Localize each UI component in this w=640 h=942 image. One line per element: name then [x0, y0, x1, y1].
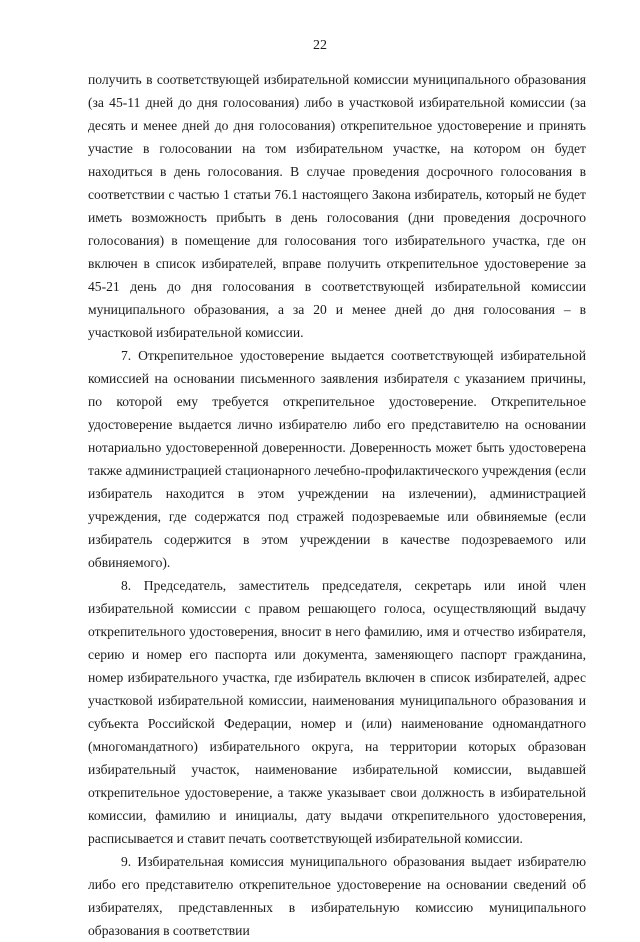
paragraph-continuation: получить в соответствующей избирательной комиссии муниципального образования (за 45-11 дней до дня голосования) либо в участковой избирательной комиссии (за десять и менее дней до дня голосования) открепительное удостоверение и принять участие в голосовании на том избирательном участке, на котором он будет находиться в день голосования. В случае проведения досрочного голосования в соответствии с частью 1 статьи 76.1 настоящего Закона избиратель, который не будет иметь возможность прибыть в день голосования (дни проведения досрочного голосования) в помещение для голосования того избирательного участка, где он включен в список избирателей, вправе получить открепительное удостоверение за 45-21 день до дня голосования в соответствующей избирательной комиссии муниципального образования, а за 20 и менее дней до дня голосования – в участковой избирательной комиссии.	[88, 72, 586, 340]
document-body	[88, 68, 586, 942]
page-number: 22	[313, 38, 327, 53]
paragraph-item-9: 9. Избирательная комиссия муниципального образования выдает избирателю либо его представителю открепительное удостоверение на основании сведений об избирателях, представленных в избирательную комиссию муниципального образования в соответствии	[88, 854, 586, 938]
paragraph-item-7: 7. Открепительное удостоверение выдается соответствующей избирательной комиссией на основании письменного заявления избирателя с указанием причины, по которой ему требуется открепительное удостоверение. Открепительное удостоверение выдается лично избирателю либо его представителю на основании нотариально удостоверенной доверенности. Доверенность может быть удостоверена также администрацией стационарного лечебно-профилактического учреждения (если избиратель находится в этом учреждении на излечении), администрацией учреждения, где содержатся под стражей подозреваемые или обвиняемые (если избиратель содержится в этом учреждении в качестве подозреваемого или обвиняемого).	[88, 348, 586, 570]
paragraph-item-8: 8. Председатель, заместитель председателя, секретарь или иной член избирательной комиссии с правом решающего голоса, осуществляющий выдачу открепительного удостоверения, вносит в него фамилию, имя и отчество избирателя, серию и номер его паспорта или документа, заменяющего паспорт гражданина, номер избирательного участка, где избиратель включен в список избирателей, адрес участковой избирательной комиссии, наименования муниципального образования и субъекта Российской Федерации, номер и (или) наименование одномандатного (многомандатного) избирательного округа, на территории которых образован избирательный участок, наименование избирательной комиссии, выдавшей открепительное удостоверение, а также указывает свои должность в избирательной комиссии, фамилию и инициалы, дату выдачи открепительного удостоверения, расписывается и ставит печать соответствующей избирательной комиссии.	[88, 578, 586, 846]
